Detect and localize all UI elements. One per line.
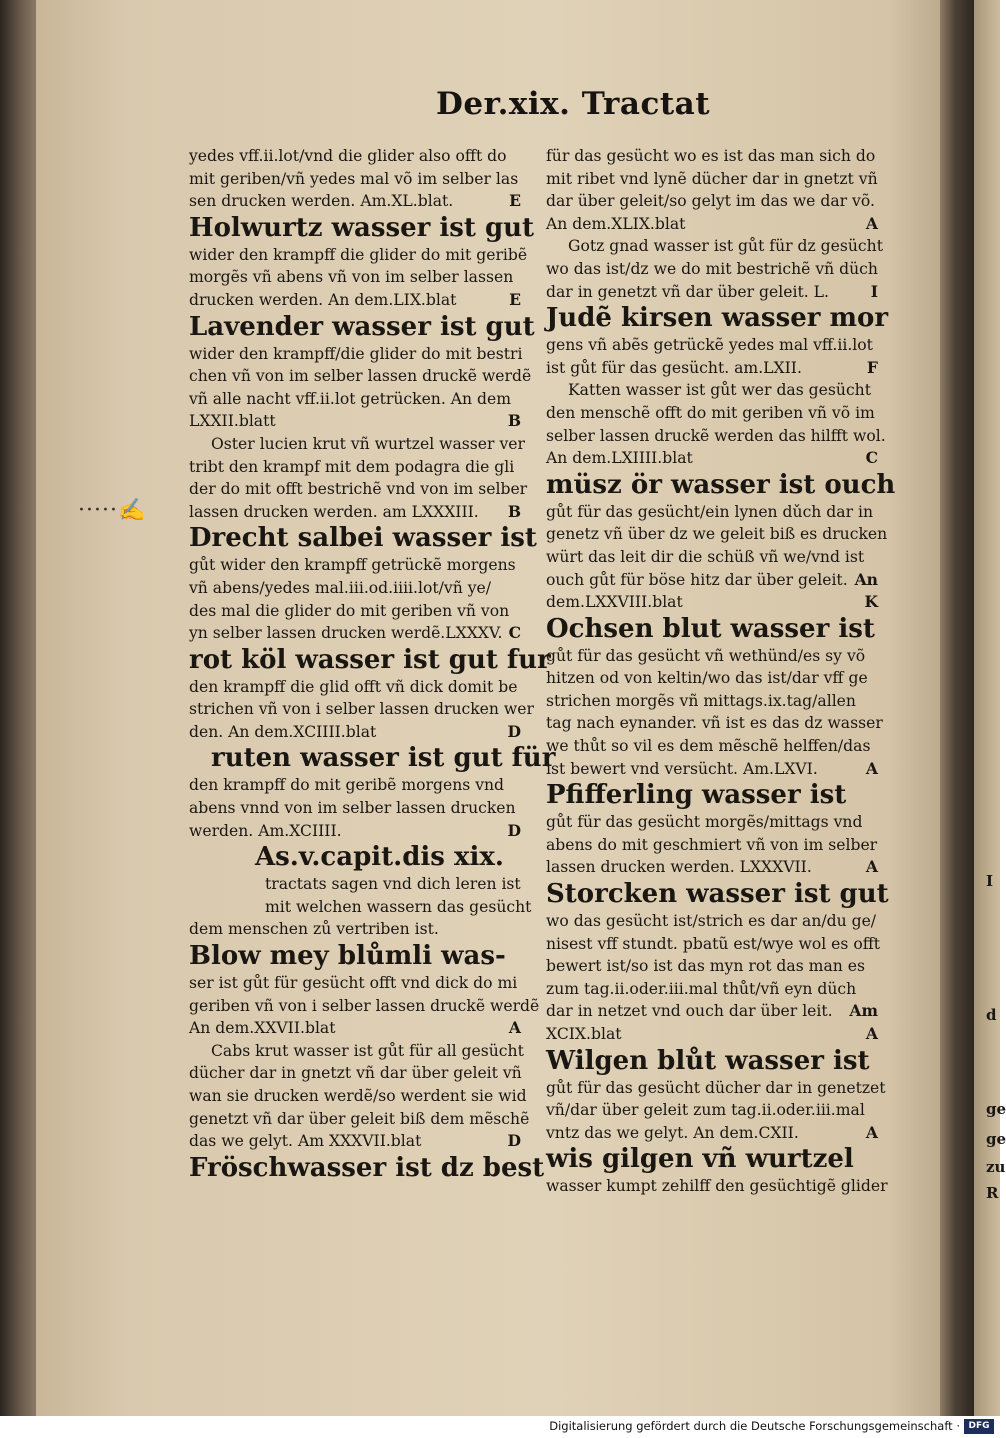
line-text: mit ribet vnd lynẽ dücher dar in gnetzt vñ bbox=[546, 169, 878, 188]
line-text: abens vnnd von im selber lassen drucken bbox=[189, 799, 516, 818]
line-text: tribt den krampf mit dem podagra die gli bbox=[189, 457, 515, 476]
line-marker: E bbox=[509, 289, 521, 309]
text-line bbox=[189, 266, 521, 289]
text-line bbox=[189, 190, 521, 213]
line-text: gůt für das gesücht/ein lynen dǔch dar in bbox=[546, 502, 874, 521]
line-text: geriben vñ von i selber lassen druckẽ werdẽ bbox=[189, 996, 540, 1015]
page-title: Der.xix. Tractat bbox=[436, 86, 711, 122]
line-text: abens do mit geschmiert vñ von im selber bbox=[546, 835, 878, 854]
line-marker: D bbox=[507, 820, 521, 840]
footer-credit: Digitalisierung gefördert durch die Deutsche Forschungsgemeinschaft · bbox=[549, 1419, 960, 1433]
line-text: tag nach eynander. vñ ist es das dz wasser bbox=[546, 714, 883, 733]
next-page-fragment: ge bbox=[986, 1130, 1006, 1148]
line-text: zum tag.ii.oder.iii.mal thůt/vñ eyn düch bbox=[546, 979, 857, 998]
section-heading bbox=[189, 842, 521, 873]
line-text: dar in netzet vnd ouch dar über leit. bbox=[546, 1002, 833, 1021]
text-line bbox=[546, 334, 878, 357]
text-line bbox=[546, 1000, 878, 1023]
line-marker: E bbox=[509, 191, 521, 211]
text-line bbox=[189, 1108, 530, 1131]
line-text: chen vñ von im selber lassen druckẽ werdẽ bbox=[189, 367, 532, 386]
line-text: An dem.XLIX.blat bbox=[546, 214, 686, 233]
line-text: für das gesücht wo es ist das man sich do bbox=[546, 147, 876, 165]
text-line bbox=[546, 357, 878, 380]
line-text: vñ/dar über geleit zum tag.ii.oder.iii.mal bbox=[546, 1101, 865, 1120]
line-text: ruten wasser ist gut für bbox=[211, 743, 556, 774]
line-text: Oster lucien krut vñ wurtzel wasser ver bbox=[211, 434, 525, 453]
text-line bbox=[546, 758, 878, 781]
section-heading bbox=[189, 523, 537, 554]
line-text: lassen drucken werden. am LXXXIII. bbox=[189, 502, 479, 521]
line-marker: An bbox=[854, 569, 878, 589]
text-line bbox=[546, 379, 878, 402]
text-line bbox=[546, 1077, 886, 1100]
line-text: yedes vff.ii.lot/vnd die glider also offt do bbox=[189, 147, 507, 165]
text-line bbox=[546, 1023, 878, 1046]
line-text: Storcken wasser ist gut bbox=[546, 879, 889, 910]
text-line bbox=[189, 388, 521, 411]
line-text: wider den krampff/die glider do mit bestri bbox=[189, 344, 523, 363]
section-heading bbox=[546, 469, 896, 501]
text-line bbox=[546, 834, 878, 857]
text-line bbox=[189, 1130, 521, 1153]
margin-note: ·····✍ bbox=[78, 498, 147, 523]
text-line bbox=[189, 698, 534, 721]
text-line bbox=[189, 972, 521, 995]
text-line bbox=[546, 591, 878, 614]
line-text: As.v.capit.dis xix. bbox=[255, 842, 504, 873]
text-line bbox=[546, 933, 881, 956]
line-text: lassen drucken werden. LXXXVII. bbox=[546, 858, 812, 877]
line-text: mit geriben/vñ yedes mal võ im selber las bbox=[189, 169, 519, 188]
text-line bbox=[189, 501, 521, 524]
line-marker: C bbox=[508, 623, 521, 643]
text-line bbox=[546, 546, 878, 569]
text-line bbox=[189, 1085, 527, 1108]
line-text: An dem.XXVII.blat bbox=[189, 1019, 336, 1038]
line-text: den krampff do mit geribẽ morgens vnd bbox=[189, 776, 505, 795]
text-line bbox=[189, 820, 521, 843]
section-heading bbox=[189, 1152, 545, 1184]
line-text: strichen morgẽs vñ mittags.ix.tag/allen bbox=[546, 691, 856, 710]
next-page-fragment: R bbox=[986, 1184, 999, 1202]
line-text: ouch gůt für böse hitz dar über geleit. bbox=[546, 570, 848, 589]
text-line bbox=[546, 402, 878, 425]
line-text: den krampff die glid offt vñ dick domit be bbox=[189, 677, 518, 696]
section-heading bbox=[189, 644, 551, 676]
text-line bbox=[546, 1122, 878, 1145]
text-line bbox=[546, 735, 878, 758]
text-line bbox=[189, 1062, 521, 1085]
line-text: Katten wasser ist gůt wer das gesücht bbox=[568, 381, 871, 400]
line-text: ist bewert vnd versücht. Am.LXVI. bbox=[546, 759, 818, 778]
line-text: den. An dem.XCIIII.blat bbox=[189, 722, 377, 741]
right-column bbox=[546, 145, 896, 1198]
line-text: Judẽ kirsen wasser mor bbox=[546, 303, 889, 334]
text-line bbox=[546, 667, 878, 690]
line-text: XCIX.blat bbox=[546, 1025, 622, 1043]
line-text: wider den krampff die glider do mit geribẽ bbox=[189, 245, 528, 264]
line-text: wo das ist/dz we do mit bestrichẽ vñ düch bbox=[546, 259, 878, 278]
text-line bbox=[546, 281, 878, 304]
book-gutter bbox=[940, 0, 974, 1416]
line-marker: F bbox=[866, 357, 878, 377]
line-text: rot köl wasser ist gut fur bbox=[189, 644, 551, 675]
line-text: wis gilgen vñ wurtzel bbox=[546, 1144, 854, 1175]
line-text: Fröschwasser ist dz best bbox=[189, 1152, 545, 1183]
line-text: dar in genetzt vñ dar über geleit. L. bbox=[546, 282, 829, 301]
line-text: sen drucken werden. Am.XL.blat. bbox=[189, 192, 454, 211]
line-text: Gotz gnad wasser ist gůt für dz gesücht bbox=[568, 237, 883, 256]
dfg-logo: DFG bbox=[964, 1419, 994, 1434]
text-line bbox=[189, 365, 532, 388]
section-heading bbox=[189, 212, 535, 244]
line-text: gůt für das gesücht morgẽs/mittags vnd bbox=[546, 813, 863, 832]
text-line bbox=[189, 168, 521, 191]
line-marker: D bbox=[507, 1131, 521, 1151]
text-line bbox=[189, 289, 521, 312]
text-line bbox=[546, 955, 878, 978]
text-line bbox=[546, 213, 878, 236]
line-text: we thůt so vil es dem mẽschẽ helffen/das bbox=[546, 737, 871, 756]
text-line bbox=[189, 577, 521, 600]
line-text: dem menschen zů vertriben ist. bbox=[189, 920, 439, 939]
text-line bbox=[546, 645, 878, 668]
text-line bbox=[546, 1099, 878, 1122]
line-text: Cabs krut wasser ist gůt für all gesücht bbox=[211, 1041, 524, 1060]
text-line bbox=[546, 145, 878, 168]
text-line bbox=[189, 995, 540, 1018]
text-line bbox=[189, 145, 521, 168]
line-text: Blow mey blůmli was- bbox=[189, 941, 506, 972]
text-line bbox=[189, 244, 528, 267]
next-page-edge bbox=[974, 0, 1000, 1416]
section-heading bbox=[546, 614, 878, 645]
line-text: vntz das we gelyt. An dem.CXII. bbox=[546, 1123, 799, 1142]
line-text: drucken werden. An dem.LIX.blat bbox=[189, 290, 457, 309]
line-marker: A bbox=[865, 758, 878, 778]
line-text: wasser kumpt zehilff den gesüchtigẽ glider bbox=[546, 1177, 888, 1196]
line-text: Drecht salbei wasser ist bbox=[189, 523, 537, 554]
line-text: wo das gesücht ist/strich es dar an/du ge/ bbox=[546, 912, 877, 931]
text-line bbox=[189, 896, 532, 919]
line-text: nisest vff stundt. pbatũ est/wye wol es offt bbox=[546, 934, 881, 953]
text-line bbox=[546, 856, 878, 879]
text-line bbox=[546, 811, 878, 834]
text-line bbox=[189, 456, 521, 479]
text-line bbox=[546, 978, 878, 1001]
line-text: würt das leit dir die schüß vñ we/vnd ist bbox=[546, 547, 865, 566]
line-text: gens vñ abẽs getrückẽ yedes mal vff.ii.lot bbox=[546, 336, 873, 355]
line-text: Ochsen blut wasser ist bbox=[546, 613, 875, 644]
text-line bbox=[189, 410, 521, 433]
section-heading bbox=[546, 1144, 878, 1175]
text-line bbox=[546, 258, 878, 281]
line-marker: A bbox=[508, 1018, 521, 1038]
line-text: gůt wider den krampff getrückẽ morgens bbox=[189, 556, 516, 575]
line-marker: D bbox=[507, 721, 521, 741]
line-text: morgẽs vñ abens vñ von im selber lassen bbox=[189, 268, 514, 287]
text-line bbox=[546, 712, 883, 735]
section-heading bbox=[546, 1046, 878, 1077]
text-line bbox=[546, 910, 878, 933]
section-heading bbox=[546, 303, 889, 334]
line-text: vñ alle nacht vff.ii.lot getrücken. An dem bbox=[189, 389, 512, 408]
line-marker: A bbox=[865, 1122, 878, 1142]
line-text: Holwurtz wasser ist gut bbox=[189, 212, 535, 243]
text-line bbox=[189, 918, 521, 941]
line-marker: B bbox=[507, 411, 521, 431]
line-text: gůt für das gesücht dücher dar in genetzet bbox=[546, 1078, 886, 1097]
text-line bbox=[189, 1040, 524, 1063]
line-text: bewert ist/so ist das myn rot das man es bbox=[546, 957, 865, 976]
text-line bbox=[189, 433, 525, 456]
text-line bbox=[546, 569, 878, 592]
line-text: müsz ör wasser ist ouch bbox=[546, 469, 896, 500]
line-marker: A bbox=[865, 1024, 878, 1043]
line-text: yn selber lassen drucken werdẽ.LXXXV. bbox=[189, 624, 503, 643]
line-text: des mal die glider do mit geriben vñ von bbox=[189, 601, 510, 620]
line-text: Pfifferling wasser ist bbox=[546, 780, 847, 811]
line-text: mit welchen wassern das gesücht bbox=[265, 897, 532, 916]
line-text: tractats sagen vnd dich leren ist bbox=[265, 875, 521, 894]
line-text: dem.LXXVIII.blat bbox=[546, 593, 683, 612]
section-heading bbox=[546, 879, 889, 910]
next-page-fragment: d bbox=[986, 1006, 997, 1024]
line-text: vñ abens/yedes mal.iii.od.iiii.lot/vñ ye/ bbox=[189, 578, 491, 597]
text-line bbox=[546, 447, 878, 470]
text-line bbox=[189, 873, 521, 896]
text-line bbox=[546, 168, 878, 191]
line-text: wan sie drucken werdẽ/so werdent sie wid bbox=[189, 1087, 527, 1105]
line-marker: C bbox=[865, 448, 878, 468]
text-line bbox=[189, 721, 521, 744]
line-text: ser ist gůt für gesücht offt vnd dick do mi bbox=[189, 974, 518, 993]
next-page-fragment: ge bbox=[986, 1100, 1006, 1118]
next-page-fragment: zu bbox=[986, 1158, 1006, 1176]
text-line bbox=[189, 343, 521, 366]
text-line bbox=[546, 1175, 888, 1198]
line-marker: B bbox=[507, 501, 521, 521]
line-marker: I bbox=[870, 281, 878, 301]
section-heading bbox=[189, 941, 521, 972]
line-text: das we gelyt. Am XXXVII.blat bbox=[189, 1132, 422, 1151]
section-heading bbox=[189, 311, 535, 343]
text-line bbox=[189, 622, 521, 645]
text-line bbox=[189, 478, 528, 501]
line-text: der do mit offt bestrichẽ vnd von im selber bbox=[189, 480, 528, 499]
text-line bbox=[546, 425, 886, 448]
line-text: gůt für das gesücht vñ wethünd/es sy võ bbox=[546, 646, 866, 665]
line-text: genetzt vñ dar über geleit biß dem mẽschẽ bbox=[189, 1109, 530, 1128]
line-marker: A bbox=[865, 857, 878, 877]
line-text: LXXII.blatt bbox=[189, 412, 276, 431]
line-text: dar über geleit/so gelyt im das we dar võ. bbox=[546, 192, 875, 211]
section-heading bbox=[546, 780, 878, 811]
text-line bbox=[546, 190, 878, 213]
text-line bbox=[546, 235, 883, 258]
text-line bbox=[546, 501, 878, 524]
line-marker: K bbox=[864, 592, 878, 612]
line-text: werden. Am.XCIIII. bbox=[189, 821, 342, 840]
text-line bbox=[546, 690, 878, 713]
next-page-fragment: I bbox=[986, 872, 994, 890]
line-text: ist gůt für das gesücht. am.LXII. bbox=[546, 358, 802, 377]
text-line bbox=[189, 1017, 521, 1040]
text-line bbox=[189, 600, 521, 623]
text-line bbox=[189, 676, 521, 699]
text-line bbox=[189, 774, 521, 797]
book-left-edge bbox=[0, 0, 36, 1416]
line-marker: Am bbox=[849, 1001, 878, 1021]
line-text: strichen vñ von i selber lassen drucken wer bbox=[189, 700, 534, 719]
line-text: dücher dar in gnetzt vñ dar über geleit vñ bbox=[189, 1064, 522, 1083]
line-text: den menschẽ offt do mit geriben vñ võ im bbox=[546, 403, 875, 422]
left-column bbox=[189, 145, 556, 1184]
line-marker: A bbox=[865, 213, 878, 233]
text-line bbox=[189, 554, 521, 577]
footer bbox=[0, 1416, 1000, 1438]
line-text: An dem.LXIIII.blat bbox=[546, 449, 693, 468]
text-line bbox=[546, 523, 888, 546]
line-text: genetz vñ über dz we geleit biß es drucken bbox=[546, 525, 888, 544]
text-line bbox=[189, 797, 521, 820]
line-text: selber lassen druckẽ werden das hilfft wol. bbox=[546, 426, 886, 445]
section-heading bbox=[189, 743, 556, 774]
line-text: Wilgen blůt wasser ist bbox=[546, 1045, 870, 1076]
line-text: hitzen od von keltin/wo das ist/dar vff ge bbox=[546, 669, 868, 688]
line-text: Lavender wasser ist gut bbox=[189, 311, 535, 342]
